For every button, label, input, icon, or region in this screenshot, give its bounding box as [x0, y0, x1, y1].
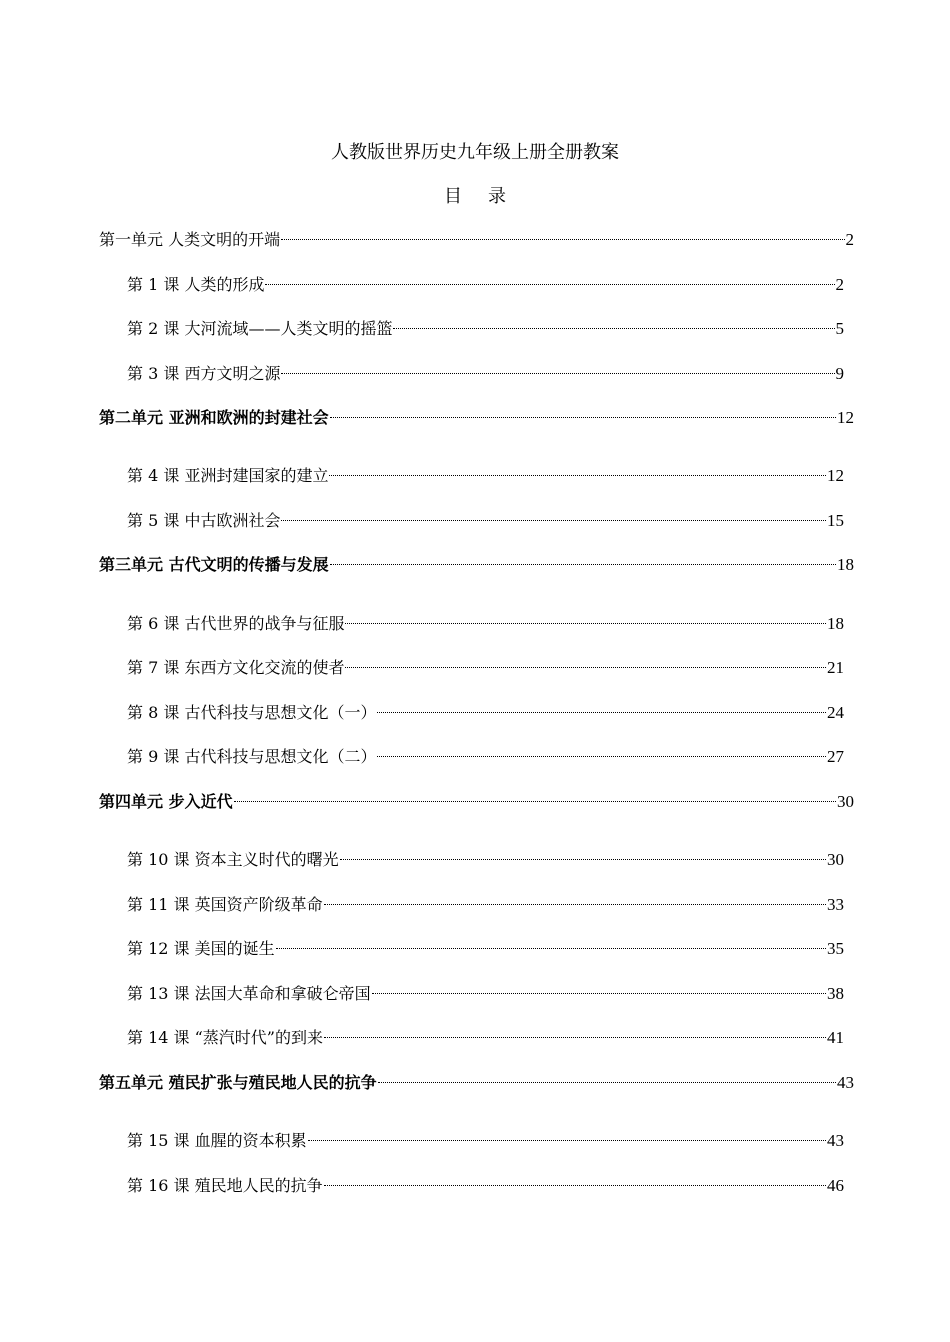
toc-entry-unit-3[interactable] [99, 552, 854, 578]
toc-page-number: 15 [827, 511, 844, 530]
toc-entry-label: 第 8 课 古代科技与思想文化（一） [127, 703, 377, 722]
document-title: 人教版世界历史九年级上册全册教案 [331, 142, 619, 163]
dot-leader [345, 623, 826, 624]
toc-entry-label: 第 5 课 中古欧洲社会 [127, 511, 281, 530]
toc-entry-label: 第一单元 人类文明的开端 [99, 230, 281, 249]
toc-page-number: 2 [845, 230, 854, 249]
dot-leader [377, 756, 826, 757]
toc-page-number: 38 [827, 984, 844, 1003]
toc-entry-label: 第 14 课 “蒸汽时代”的到来 [127, 1028, 323, 1047]
toc-entry-unit-4[interactable] [99, 789, 854, 815]
toc-entry-label: 第三单元 古代文明的传播与发展 [99, 555, 329, 574]
toc-entry-label: 第 3 课 西方文明之源 [127, 364, 281, 383]
toc-entry-label: 第 6 课 古代世界的战争与征服 [127, 614, 345, 633]
dot-leader [330, 417, 836, 418]
toc-entry-lesson-9[interactable] [127, 744, 844, 770]
toc-entry-label: 第 1 课 人类的形成 [127, 275, 265, 294]
dot-leader [324, 1185, 826, 1186]
toc-page-number: 18 [827, 614, 844, 633]
toc-entry-lesson-7[interactable] [127, 655, 844, 681]
toc-entry-label: 第 10 课 资本主义时代的曙光 [127, 850, 339, 869]
toc-entry-label: 第 15 课 血腥的资本积累 [127, 1131, 307, 1150]
toc-entry-lesson-4[interactable] [127, 463, 844, 489]
toc-page-number: 46 [827, 1176, 844, 1195]
toc-page-number: 27 [827, 747, 844, 766]
toc-entry-lesson-14[interactable] [127, 1025, 844, 1051]
dot-leader [265, 284, 834, 285]
toc-page-number: 33 [827, 895, 844, 914]
toc-page-number: 12 [837, 408, 854, 427]
toc-entry-lesson-15[interactable] [127, 1128, 844, 1154]
toc-entry-lesson-3[interactable] [127, 361, 844, 387]
toc-heading-char-2: 录 [488, 186, 506, 207]
toc-page-number: 12 [827, 466, 844, 485]
toc-page-number: 30 [827, 850, 844, 869]
toc-page-number: 5 [835, 319, 844, 338]
toc-entry-lesson-8[interactable] [127, 700, 844, 726]
toc-entry-label: 第 2 课 大河流域——人类文明的摇篮 [127, 319, 393, 338]
toc-entry-label: 第 7 课 东西方文化交流的使者 [127, 658, 345, 677]
toc-entry-label: 第 11 课 英国资产阶级革命 [127, 895, 323, 914]
dot-leader [372, 993, 826, 994]
toc-entry-lesson-5[interactable] [127, 508, 844, 534]
toc-entry-lesson-6[interactable] [127, 611, 844, 637]
toc-entry-lesson-1[interactable] [127, 272, 844, 298]
toc-entry-label: 第四单元 步入近代 [99, 792, 233, 811]
dot-leader [393, 328, 834, 329]
toc-page-number: 2 [835, 275, 844, 294]
dot-leader [324, 904, 826, 905]
dot-leader [324, 1037, 826, 1038]
toc-entry-lesson-2[interactable] [127, 316, 844, 342]
toc-entry-unit-2[interactable] [99, 405, 854, 431]
toc-page-number: 21 [827, 658, 844, 677]
toc-entry-unit-5[interactable] [99, 1070, 854, 1096]
dot-leader [329, 475, 826, 476]
dot-leader [345, 667, 826, 668]
toc-entry-label: 第 4 课 亚洲封建国家的建立 [127, 466, 329, 485]
dot-leader [281, 520, 826, 521]
toc-entry-label: 第 16 课 殖民地人民的抗争 [127, 1176, 323, 1195]
toc-entry-lesson-16[interactable] [127, 1173, 844, 1199]
toc-page-number: 41 [827, 1028, 844, 1047]
toc-entry-label: 第 12 课 美国的诞生 [127, 939, 275, 958]
toc-entry-lesson-10[interactable] [127, 847, 844, 873]
dot-leader [281, 373, 834, 374]
toc-entry-label: 第 9 课 古代科技与思想文化（二） [127, 747, 377, 766]
toc-entry-lesson-13[interactable] [127, 981, 844, 1007]
toc-page-number: 43 [827, 1131, 844, 1150]
toc-page-number: 35 [827, 939, 844, 958]
toc-page-number: 18 [837, 555, 854, 574]
toc-heading-char-1: 目 [444, 186, 462, 207]
toc-entry-label: 第五单元 殖民扩张与殖民地人民的抗争 [99, 1073, 377, 1092]
dot-leader [281, 239, 844, 240]
dot-leader [340, 859, 826, 860]
dot-leader [377, 712, 826, 713]
toc-page-number: 24 [827, 703, 844, 722]
dot-leader [276, 948, 826, 949]
toc-entry-unit-1[interactable] [99, 227, 854, 253]
dot-leader [378, 1082, 836, 1083]
toc-entry-label: 第 13 课 法国大革命和拿破仑帝国 [127, 984, 371, 1003]
dot-leader [308, 1140, 826, 1141]
dot-leader [330, 564, 836, 565]
toc-page-number: 43 [837, 1073, 854, 1092]
toc-page-number: 9 [835, 364, 844, 383]
toc-page-number: 30 [837, 792, 854, 811]
toc-heading [0, 184, 950, 210]
dot-leader [234, 801, 836, 802]
toc-entry-lesson-11[interactable] [127, 892, 844, 918]
toc-entry-lesson-12[interactable] [127, 936, 844, 962]
toc-entry-label: 第二单元 亚洲和欧洲的封建社会 [99, 408, 329, 427]
